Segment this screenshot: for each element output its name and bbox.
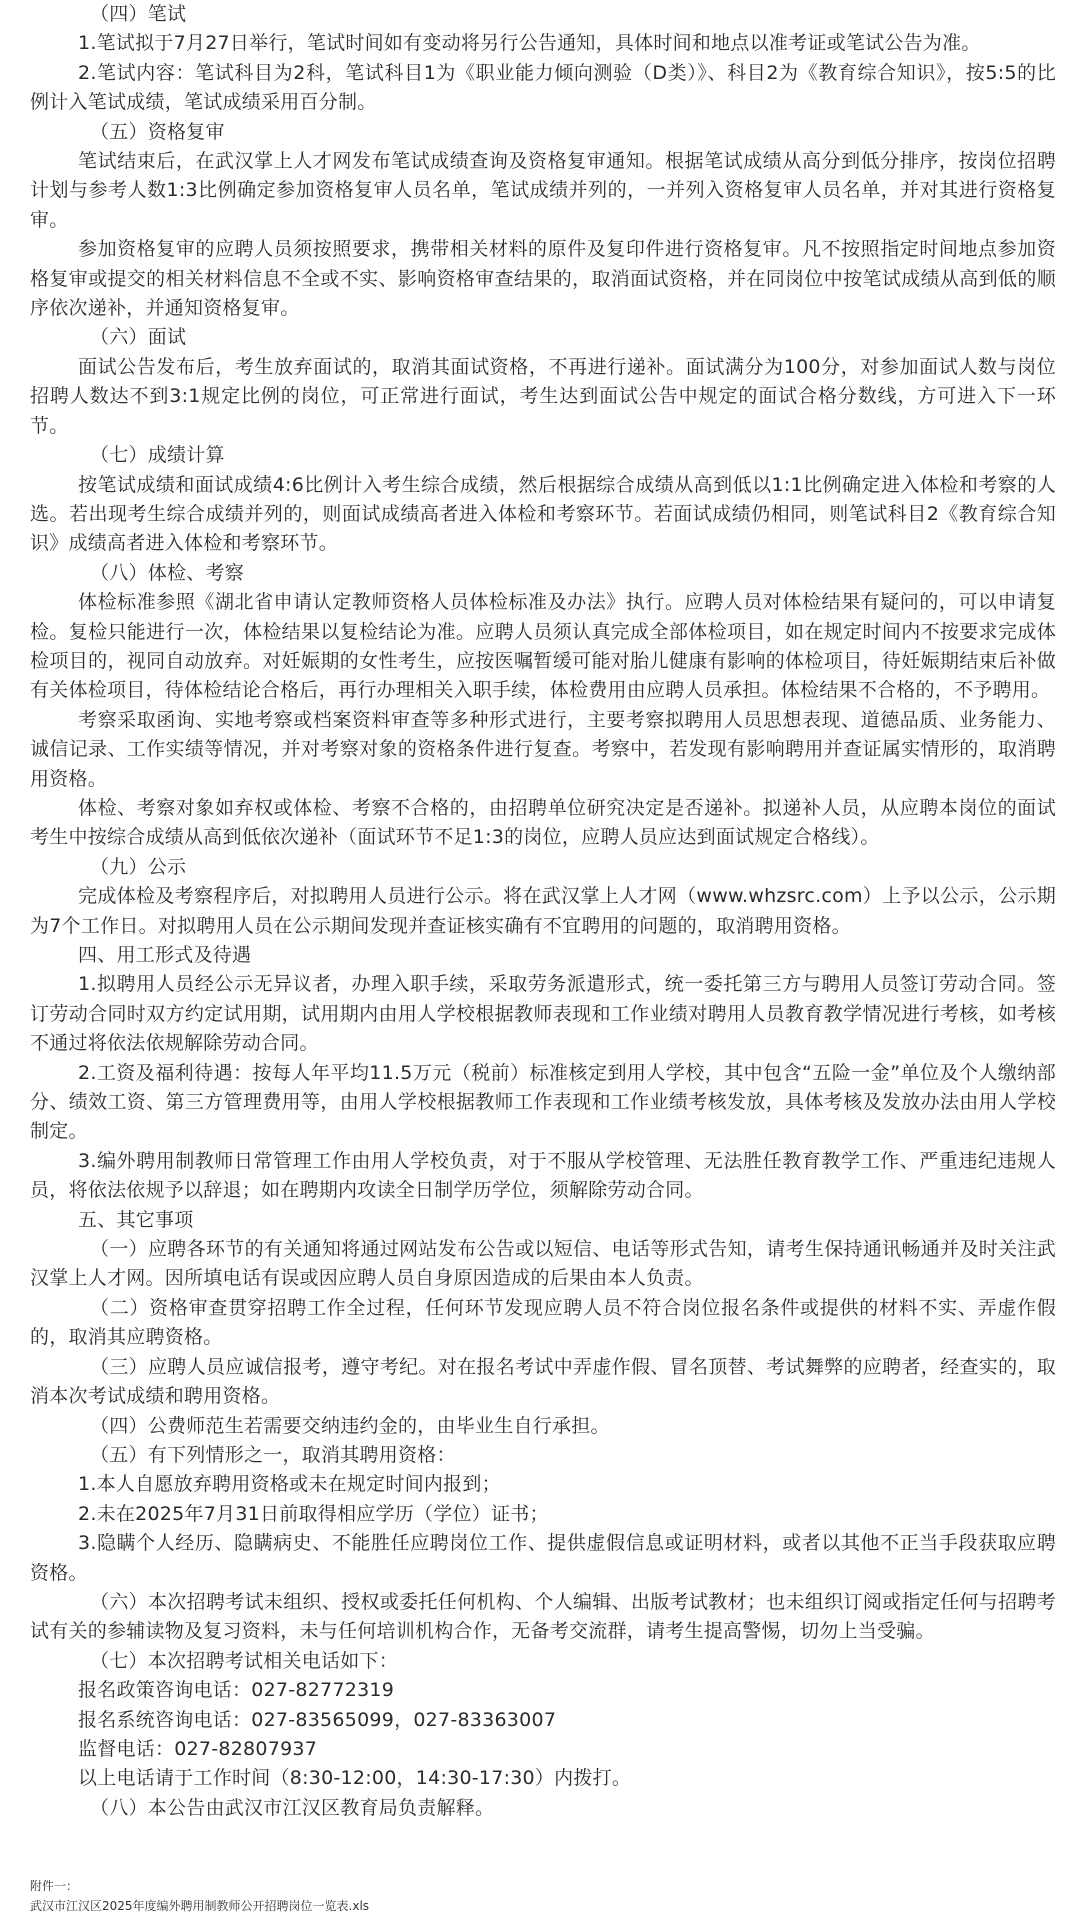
attachment-link[interactable]: 武汉市江汉区2025年度编外聘用制教师公开招聘岗位一览表.xls bbox=[30, 1899, 370, 1913]
section-heading-paragraph: （六）面试 bbox=[90, 326, 187, 349]
body-paragraph: 体检标准参照《湖北省申请认定教师资格人员体检标准及办法》执行。应聘人员对体检结果有疑问的，可以申请复检。复检只能进行一次，体检结果以复检结论为准。应聘人员须认真完成全部体检项目，如在规定时间内不按要求完成体检项目的，视同自动放弃。对妊娠期的女性考生，应按医嘱暂缓可能对胎儿健康有影响的体检项目，待妊娠期结束后补做有关体检项目，待体检结论合格后，再行办理相关入职手续，体检费用由应聘人员承担。体检结果不合格的，不予聘用。 bbox=[30, 591, 1056, 702]
body-paragraph: 2.笔试内容：笔试科目为2科，笔试科目1为《职业能力倾向测验（D类）》、科目2为《教育综合知识》，按5:5的比例计入笔试成绩，笔试成绩采用百分制。 bbox=[30, 61, 1056, 114]
body-paragraph: 完成体检及考察程序后，对拟聘用人员进行公示。将在武汉掌上人才网（www.whzsrc.com）上予以公示，公示期为7个工作日。对拟聘用人员在公示期间发现并查证核实确有不宜聘用的问题的，取消聘用资格。 bbox=[30, 885, 1056, 937]
body-paragraph: 笔试结束后，在武汉掌上人才网发布笔试成绩查询及资格复审通知。根据笔试成绩从高分到低分排序，按岗位招聘计划与参考人数1:3比例确定参加资格复审人员名单，笔试成绩并列的，一并列入资格复审人员名单，并对其进行资格复审。 bbox=[30, 150, 1056, 231]
body-paragraph: 2.工资及福利待遇：按每人年平均11.5万元（税前）标准核定到用人学校，其中包含“五险一金”单位及个人缴纳部分、绩效工资、第三方管理费用等，由用人学校根据教师工作表现和工作业绩考核发放，具体考核及发放办法由用人学校制定。 bbox=[30, 1061, 1056, 1143]
announcement-body bbox=[30, 0, 1056, 1823]
section-heading-paragraph: （七）成绩计算 bbox=[90, 444, 225, 467]
section-heading-paragraph: （四）公费师范生若需要交纳违约金的，由毕业生自行承担。 bbox=[90, 1414, 610, 1437]
body-paragraph: 四、用工形式及待遇 bbox=[78, 944, 252, 966]
body-paragraph: 1.笔试拟于7月27日举行，笔试时间如有变动将另行公告通知，具体时间和地点以准考证或笔试公告为准。 bbox=[78, 32, 981, 55]
section-heading-paragraph: （一）应聘各环节的有关通知将通过网站发布公告或以短信、电话等形式告知，请考生保持通讯畅通并及时关注武汉掌上人才网。因所填电话有误或因应聘人员自身原因造成的后果由本人负责。 bbox=[30, 1238, 1056, 1290]
body-paragraph: 考察采取函询、实地考察或档案资料审查等多种形式进行，主要考察拟聘用人员思想表现、道德品质、业务能力、诚信记录、工作实绩等情况，并对考察对象的资格条件进行复查。考察中，若发现有影响聘用并查证属实情形的，取消聘用资格。 bbox=[30, 708, 1056, 790]
body-paragraph: 报名政策咨询电话：027-82772319 bbox=[78, 1679, 395, 1702]
body-paragraph: 1.拟聘用人员经公示无异议者，办理入职手续，采取劳务派遣形式，统一委托第三方与聘用人员签订劳动合同。签订劳动合同时双方约定试用期，试用期内由用人学校根据教师表现和工作业绩对聘用人员教育教学情况进行考核，如考核不通过将依法依规解除劳动合同。 bbox=[30, 973, 1056, 1055]
section-heading-paragraph: （七）本次招聘考试相关电话如下： bbox=[90, 1649, 399, 1672]
attachment-label: 附件一： bbox=[30, 1879, 79, 1893]
body-paragraph: 1.本人自愿放弃聘用资格或未在规定时间内报到； bbox=[78, 1473, 501, 1496]
section-heading-paragraph: （三）应聘人员应诚信报考，遵守考纪。对在报名考试中弄虚作假、冒名顶替、考试舞弊的应聘者，经查实的，取消本次考试成绩和聘用资格。 bbox=[30, 1355, 1056, 1408]
body-paragraph: 五、其它事项 bbox=[78, 1208, 194, 1231]
body-paragraph: 按笔试成绩和面试成绩4:6比例计入考生综合成绩，然后根据综合成绩从高到低以1:1比例确定进入体检和考察的人选。若出现考生综合成绩并列的，则面试成绩高者进入体检和考察环节。若面试成绩仍相同，则笔试科目2《教育综合知识》成绩高者进入体检和考察环节。 bbox=[30, 473, 1056, 555]
body-paragraph: 2.未在2025年7月31日前取得相应学历（学位）证书； bbox=[78, 1502, 549, 1525]
section-heading-paragraph: （五）有下列情形之一，取消其聘用资格： bbox=[90, 1443, 456, 1466]
body-paragraph: 面试公告发布后，考生放弃面试的，取消其面试资格，不再进行递补。面试满分为100分，对参加面试人数与岗位招聘人数达不到3:1规定比例的岗位，可正常进行面试，考生达到面试公告中规定的面试合格分数线，方可进入下一环节。 bbox=[30, 355, 1056, 437]
section-heading-paragraph: （六）本次招聘考试未组织、授权或委托任何机构、个人编辑、出版考试教材；也未组织订阅或指定任何与招聘考试有关的参辅读物及复习资料，未与任何培训机构合作，无备考交流群，请考生提高警惕，切勿上当受骗。 bbox=[30, 1590, 1056, 1643]
body-paragraph: 监督电话：027-82807937 bbox=[78, 1737, 318, 1760]
body-paragraph: 报名系统咨询电话：027-83565099，027-83363007 bbox=[78, 1708, 557, 1731]
section-heading-paragraph: （九）公示 bbox=[90, 855, 187, 878]
body-paragraph: 参加资格复审的应聘人员须按照要求，携带相关材料的原件及复印件进行资格复审。凡不按照指定时间地点参加资格复审或提交的相关材料信息不全或不实、影响资格审查结果的，取消面试资格，并在同岗位中按笔试成绩从高到低的顺序依次递补，并通知资格复审。 bbox=[30, 238, 1056, 320]
section-heading-paragraph: （二）资格审查贯穿招聘工作全过程，任何环节发现应聘人员不符合岗位报名条件或提供的材料不实、弄虚作假的，取消其应聘资格。 bbox=[30, 1296, 1056, 1349]
attachment-section bbox=[30, 1876, 369, 1916]
section-heading-paragraph: （五）资格复审 bbox=[90, 120, 225, 143]
body-paragraph: 体检、考察对象如弃权或体检、考察不合格的，由招聘单位研究决定是否递补。拟递补人员，从应聘本岗位的面试考生中按综合成绩从高到低依次递补（面试环节不足1:3的岗位，应聘人员应达到面试规定合格线）。 bbox=[30, 796, 1056, 849]
body-paragraph: 3.隐瞒个人经历、隐瞒病史、不能胜任应聘岗位工作、提供虚假信息或证明材料，或者以其他不正当手段获取应聘资格。 bbox=[30, 1532, 1056, 1584]
body-paragraph: 以上电话请于工作时间（8:30-12:00，14:30-17:30）内拨打。 bbox=[78, 1767, 632, 1790]
body-paragraph: 3.编外聘用制教师日常管理工作由用人学校负责，对于不服从学校管理、无法胜任教育教学工作、严重违纪违规人员，将依法依规予以辞退；如在聘期内攻读全日制学历学位，须解除劳动合同。 bbox=[30, 1149, 1056, 1202]
section-heading-paragraph: （八）本公告由武汉市江汉区教育局负责解释。 bbox=[90, 1796, 495, 1819]
section-heading-paragraph: （四）笔试 bbox=[90, 3, 187, 25]
section-heading-paragraph: （八）体检、考察 bbox=[90, 561, 245, 584]
